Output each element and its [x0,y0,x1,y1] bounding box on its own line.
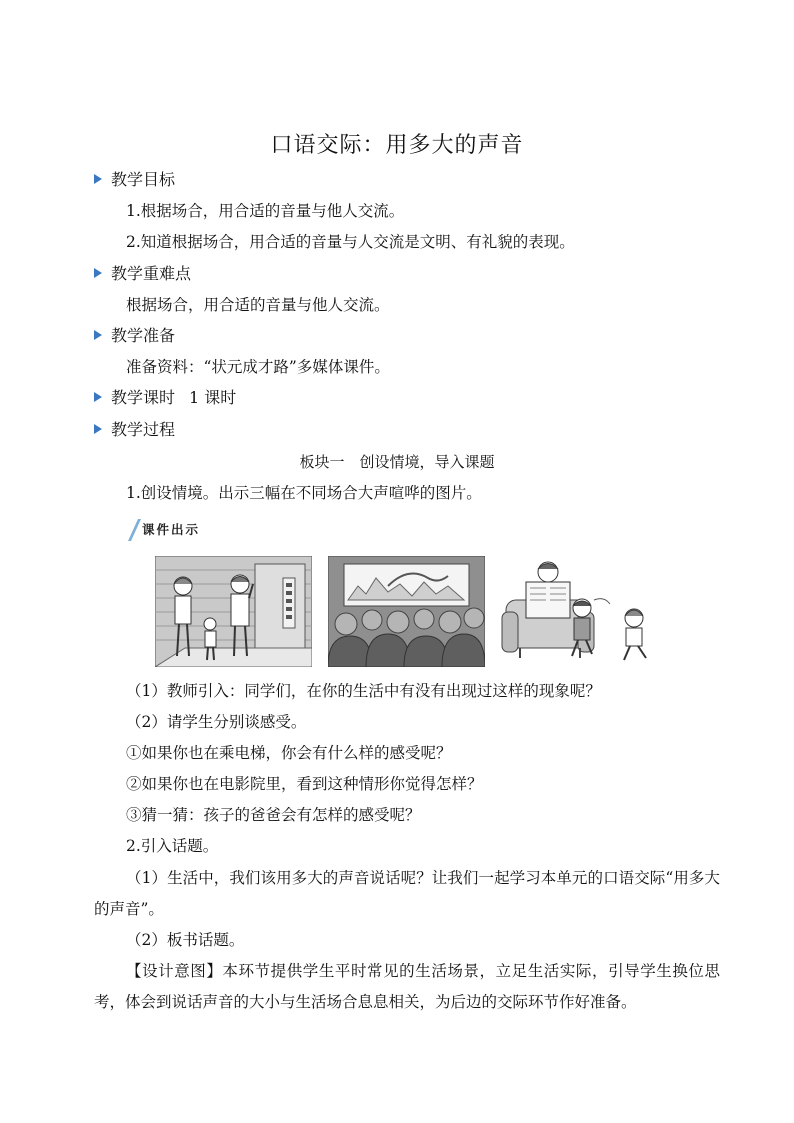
heading-key-points: 教学重难点 [94,263,191,285]
heading-goals: 教学目标 [94,169,175,191]
triangle-bullet-icon [94,174,102,184]
courseware-label: 课件出示 [142,522,201,537]
process-item-1: （1）教师引入：同学们，在你的生活中有没有出现过这样的现象呢？ [126,682,601,700]
process-item-4: ②如果你也在电影院里，看到这种情形你觉得怎样？ [126,775,483,793]
design-intent-paragraph [94,956,720,1018]
heading-process: 教学过程 [94,419,175,441]
page-title: 口语交际：用多大的声音 [270,133,524,158]
triangle-bullet-icon [94,424,102,434]
design-intent-text: 本环节提供学生平时常见的生活场景，立足生活实际，引导学生换位思考，体会到说话声音的大小与生活场合息息相关，为后边的交际环节作好准备。 [94,962,720,1011]
heading-hours: 教学课时 1 课时 [94,387,236,409]
process-item-3: ①如果你也在乘电梯，你会有什么样的感受呢？ [126,744,452,762]
triangle-bullet-icon [94,330,102,340]
design-intent-label: 【设计意图】 [126,962,223,980]
goal-item-1: 1.根据场合，用合适的音量与他人交流。 [126,202,405,220]
heading-preparation: 教学准备 [94,325,175,347]
preparation-text: 准备资料：“状元成才路”多媒体课件。 [126,358,390,376]
process-item-6: 2.引入话题。 [126,837,219,855]
cinema-illustration [328,556,485,667]
topic-paragraph: （1）生活中，我们该用多大的声音说话呢？让我们一起学习本单元的口语交际“用多大的声音”。 [94,869,720,918]
father-reading-illustration [500,556,660,667]
process-item-5: ③猜一猜：孩子的爸爸会有怎样的感受呢？ [126,806,421,824]
key-points-text: 根据场合，用合适的音量与他人交流。 [126,296,390,314]
goal-item-2: 2.知道根据场合，用合适的音量与人交流是文明、有礼貌的表现。 [126,233,575,251]
board-text: （2）板书话题。 [126,931,245,949]
step1-text: 1.创设情境。出示三幅在不同场合大声喧哗的图片。 [126,484,482,502]
process-item-2: （2）请学生分别谈感受。 [126,713,307,731]
triangle-bullet-icon [94,268,102,278]
hours-value: 1 课时 [189,388,237,407]
triangle-bullet-icon [94,392,102,402]
elevator-illustration [155,556,312,667]
block-title: 板块一 创设情境，导入课题 [299,453,495,471]
